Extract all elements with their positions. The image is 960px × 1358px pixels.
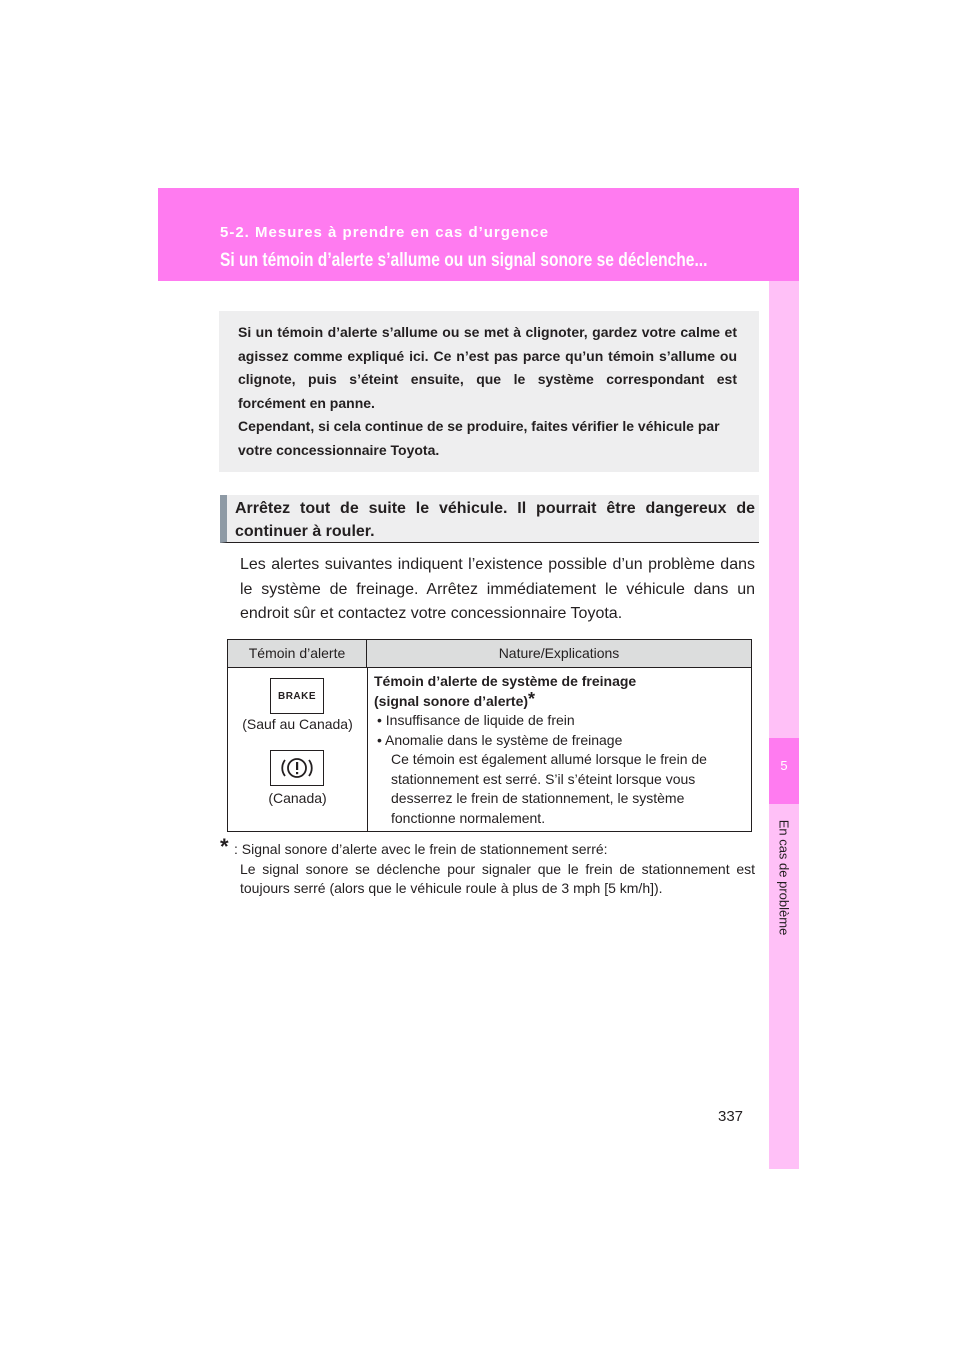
explanation-title-line2-wrap bbox=[374, 688, 746, 712]
warning-heading-box bbox=[220, 495, 759, 543]
chapter-number: 5 bbox=[780, 758, 788, 773]
explanation-title-line1: Témoin d’alerte de système de freinage bbox=[374, 673, 637, 689]
intro-paragraph-2: Cependant, si cela continue de se produire, faites vérifier le véhicule par votre concessionnaire Toyota. bbox=[238, 418, 720, 458]
brake-warning-icon bbox=[270, 678, 324, 714]
warning-body: Les alertes suivantes indiquent l’existence possible d’un problème dans le système de freinage. Arrêtez immédiatement le véhicule dans un endroit sûr et contactez votre concessionnaire Toyota. bbox=[240, 556, 755, 622]
table-header-indicator: Témoin d’alerte bbox=[228, 640, 367, 668]
footnote-line1: : Signal sonore d’alerte avec le frein de stationnement serré: bbox=[234, 841, 608, 857]
explanation-title-line2: (signal sonore d’alerte) bbox=[374, 692, 529, 709]
table-column-divider bbox=[367, 668, 368, 831]
canada-icon-label: (Canada) bbox=[268, 790, 327, 806]
explanation-bullet-2: • Anomalie dans le système de freinage bbox=[377, 731, 623, 748]
explanation-note: Ce témoin est également allumé lorsque le frein de stationnement est serré. S’il s’éteint lorsque vous desserrez le frein de stationnement, le système fonctionne normalement. bbox=[391, 751, 707, 826]
intro-box bbox=[219, 311, 759, 472]
section-title: 5-2. Mesures à prendre en cas d’urgence bbox=[220, 224, 550, 241]
warning-heading: Arrêtez tout de suite le véhicule. Il pourrait être dangereux de continuer à rouler. bbox=[235, 500, 755, 540]
table-header-explanations: Nature/Explications bbox=[367, 640, 751, 668]
explanation-cell bbox=[374, 672, 746, 828]
brake-icon-label: (Sauf au Canada) bbox=[242, 716, 353, 732]
footnote-star: * bbox=[220, 834, 229, 859]
explanation-star: * bbox=[528, 688, 536, 709]
intro-paragraph-1: Si un témoin d’alerte s’allume ou se met à clignoter, gardez votre calme et agissez comme expliqué ici. Ce n’est pas parce qu’un témoin s’allume ou clignote, puis s’éteint ensuite, que le système correspondant est forcément en panne. bbox=[238, 324, 737, 411]
chapter-number-tab bbox=[769, 738, 799, 804]
footnote bbox=[220, 834, 755, 899]
explanation-bullet-1: • Insuffisance de liquide de frein bbox=[377, 712, 575, 728]
chapter-label-box bbox=[776, 814, 792, 942]
page-number: 337 bbox=[718, 1108, 744, 1125]
page-heading: Si un témoin d’alerte s’allume ou un signal sonore se déclenche... bbox=[220, 250, 708, 271]
chapter-label: En cas de problème bbox=[776, 819, 792, 936]
exclamation-warning-icon bbox=[270, 750, 324, 786]
footnote-body: Le signal sonore se déclenche pour signaler que le frein de stationnement est toujours serré (alors que le véhicule roule à plus de 3 mph [5 km/h]). bbox=[240, 860, 755, 896]
chapter-side-tab bbox=[769, 281, 799, 1169]
exclamation-circle-icon bbox=[271, 751, 323, 785]
warning-table bbox=[227, 639, 752, 832]
brake-icon-text: BRAKE bbox=[277, 690, 317, 702]
